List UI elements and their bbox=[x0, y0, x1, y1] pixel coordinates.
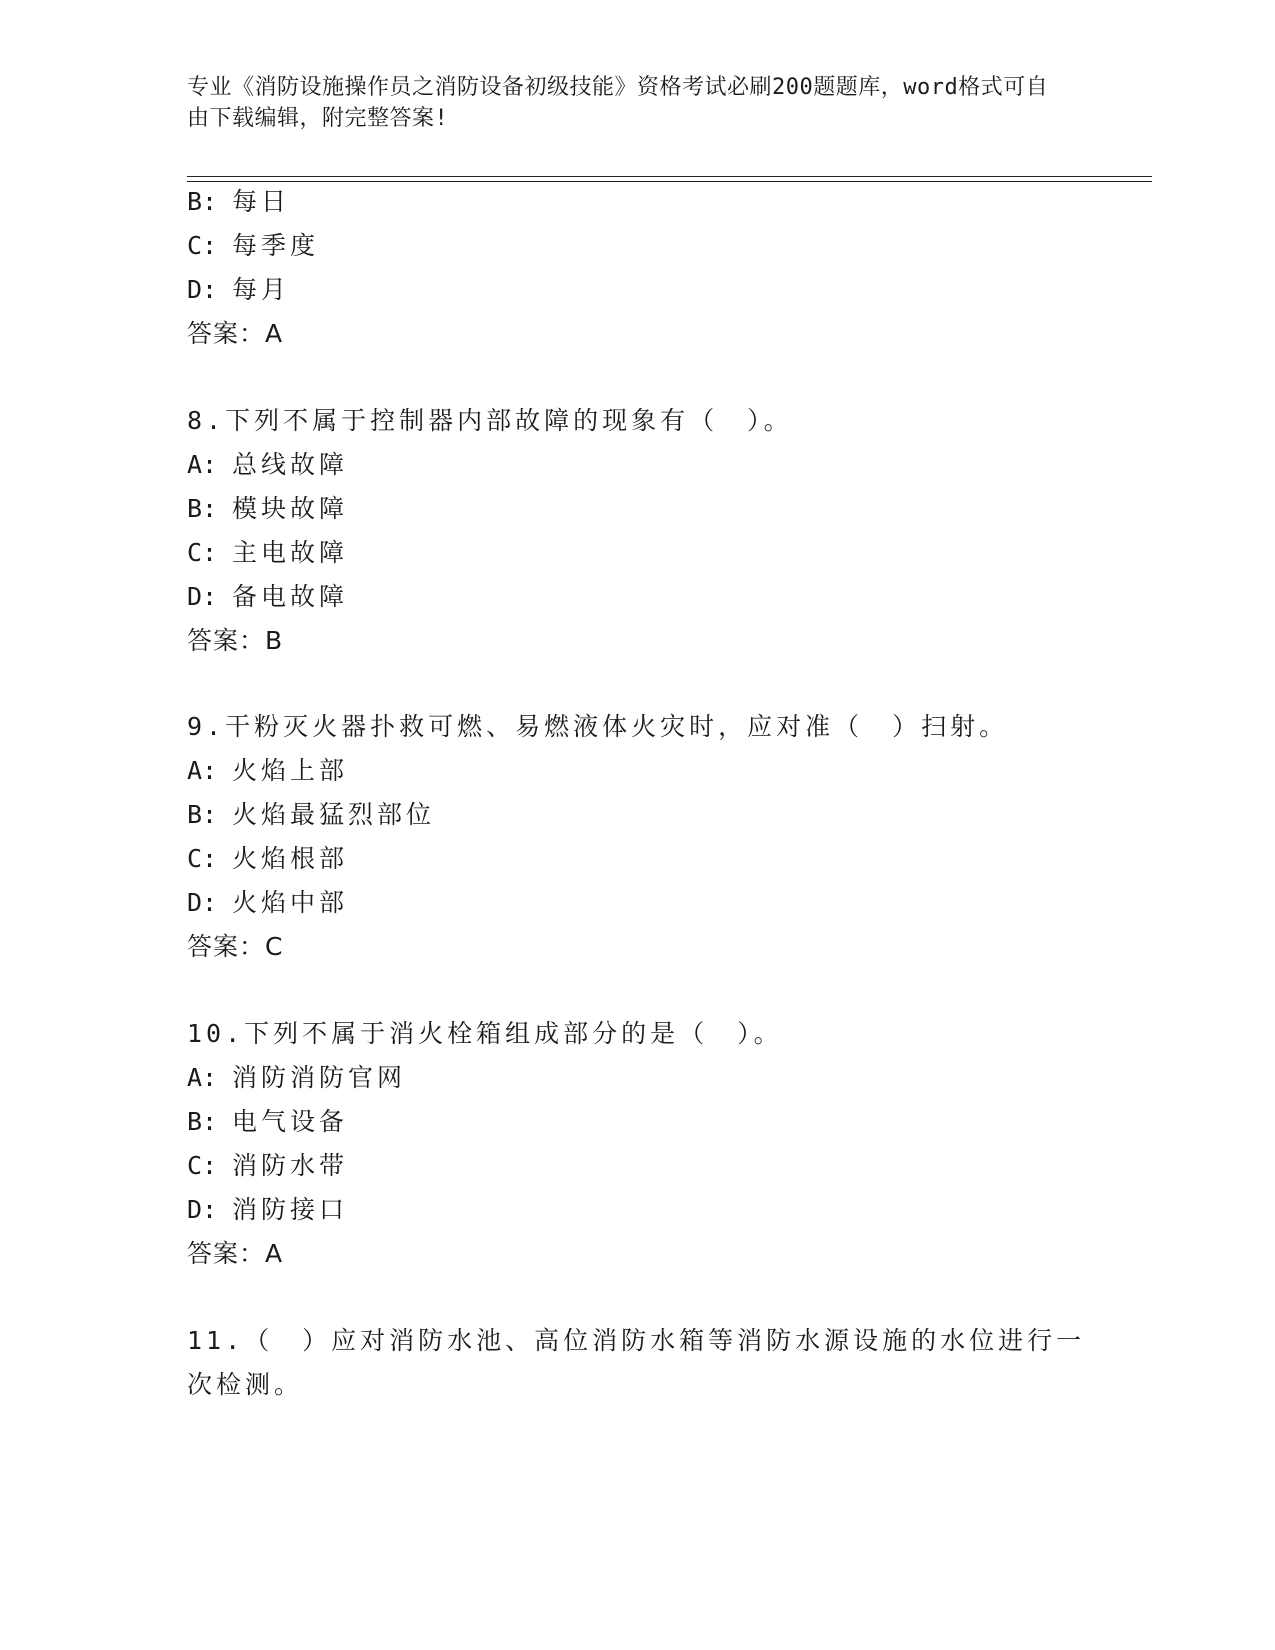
option-text: 备电故障 bbox=[232, 582, 349, 611]
q9-stem: 9.干粉灭火器扑救可燃、易燃液体火灾时，应对准（ ）扫射。 bbox=[187, 712, 1009, 741]
header-divider-bottom bbox=[187, 181, 1152, 182]
option-text: 火焰最猛烈部位 bbox=[232, 800, 436, 829]
option-text: 消防接口 bbox=[232, 1195, 349, 1224]
header-divider-top bbox=[187, 176, 1152, 177]
q9-option-c bbox=[187, 843, 348, 875]
q10-option-b bbox=[187, 1106, 348, 1138]
option-text: 火焰根部 bbox=[232, 844, 349, 873]
q8-stem: 8.下列不属于控制器内部故障的现象有（ ）。 bbox=[187, 406, 793, 435]
q11-stem-line1: 11.（ ）应对消防水池、高位消防水箱等消防水源设施的水位进行一 bbox=[187, 1326, 1086, 1355]
q10-option-a bbox=[187, 1062, 406, 1094]
option-key: B: bbox=[187, 187, 218, 216]
option-text: 每月 bbox=[232, 275, 291, 304]
q9-option-a bbox=[187, 755, 348, 787]
q8-option-a bbox=[187, 449, 348, 481]
q8-option-b bbox=[187, 493, 348, 525]
prev-option-d bbox=[187, 274, 290, 306]
q8-answer: 答案：B bbox=[187, 626, 284, 655]
option-text: 火焰中部 bbox=[232, 888, 349, 917]
document-header: 专业《消防设施操作员之消防设备初级技能》资格考试必刷200题题库，word格式可自由下载编辑，附完整答案! bbox=[187, 75, 1049, 131]
q10-answer: 答案：A bbox=[187, 1239, 284, 1268]
option-key: D: bbox=[187, 582, 218, 611]
q9-option-d bbox=[187, 887, 348, 919]
q10-option-c bbox=[187, 1150, 348, 1182]
option-text: 消防消防官网 bbox=[232, 1063, 407, 1092]
q9-option-b bbox=[187, 799, 435, 831]
option-key: C: bbox=[187, 844, 218, 873]
option-text: 电气设备 bbox=[232, 1107, 349, 1136]
q10-stem: 10.下列不属于消火栓箱组成部分的是（ ）。 bbox=[187, 1019, 783, 1048]
option-text: 消防水带 bbox=[232, 1151, 349, 1180]
option-text: 火焰上部 bbox=[232, 756, 349, 785]
q10-option-d bbox=[187, 1194, 348, 1226]
option-key: B: bbox=[187, 800, 218, 829]
option-key: A: bbox=[187, 756, 218, 785]
option-key: C: bbox=[187, 231, 218, 260]
option-key: C: bbox=[187, 1151, 218, 1180]
option-text: 总线故障 bbox=[232, 450, 349, 479]
option-key: C: bbox=[187, 538, 218, 567]
q8-option-c bbox=[187, 537, 348, 569]
option-text: 每日 bbox=[232, 187, 291, 216]
q8-option-d bbox=[187, 581, 348, 613]
option-key: D: bbox=[187, 1195, 218, 1224]
option-text: 主电故障 bbox=[232, 538, 349, 567]
prev-option-b bbox=[187, 186, 290, 218]
prev-option-c bbox=[187, 230, 319, 262]
q9-answer: 答案：C bbox=[187, 932, 284, 961]
option-key: A: bbox=[187, 450, 218, 479]
option-key: B: bbox=[187, 494, 218, 523]
option-key: B: bbox=[187, 1107, 218, 1136]
option-text: 每季度 bbox=[232, 231, 320, 260]
option-key: D: bbox=[187, 888, 218, 917]
option-text: 模块故障 bbox=[232, 494, 349, 523]
option-key: A: bbox=[187, 1063, 218, 1092]
q11-stem-line2: 次检测。 bbox=[187, 1370, 304, 1399]
prev-answer: 答案：A bbox=[187, 319, 284, 348]
option-key: D: bbox=[187, 275, 218, 304]
